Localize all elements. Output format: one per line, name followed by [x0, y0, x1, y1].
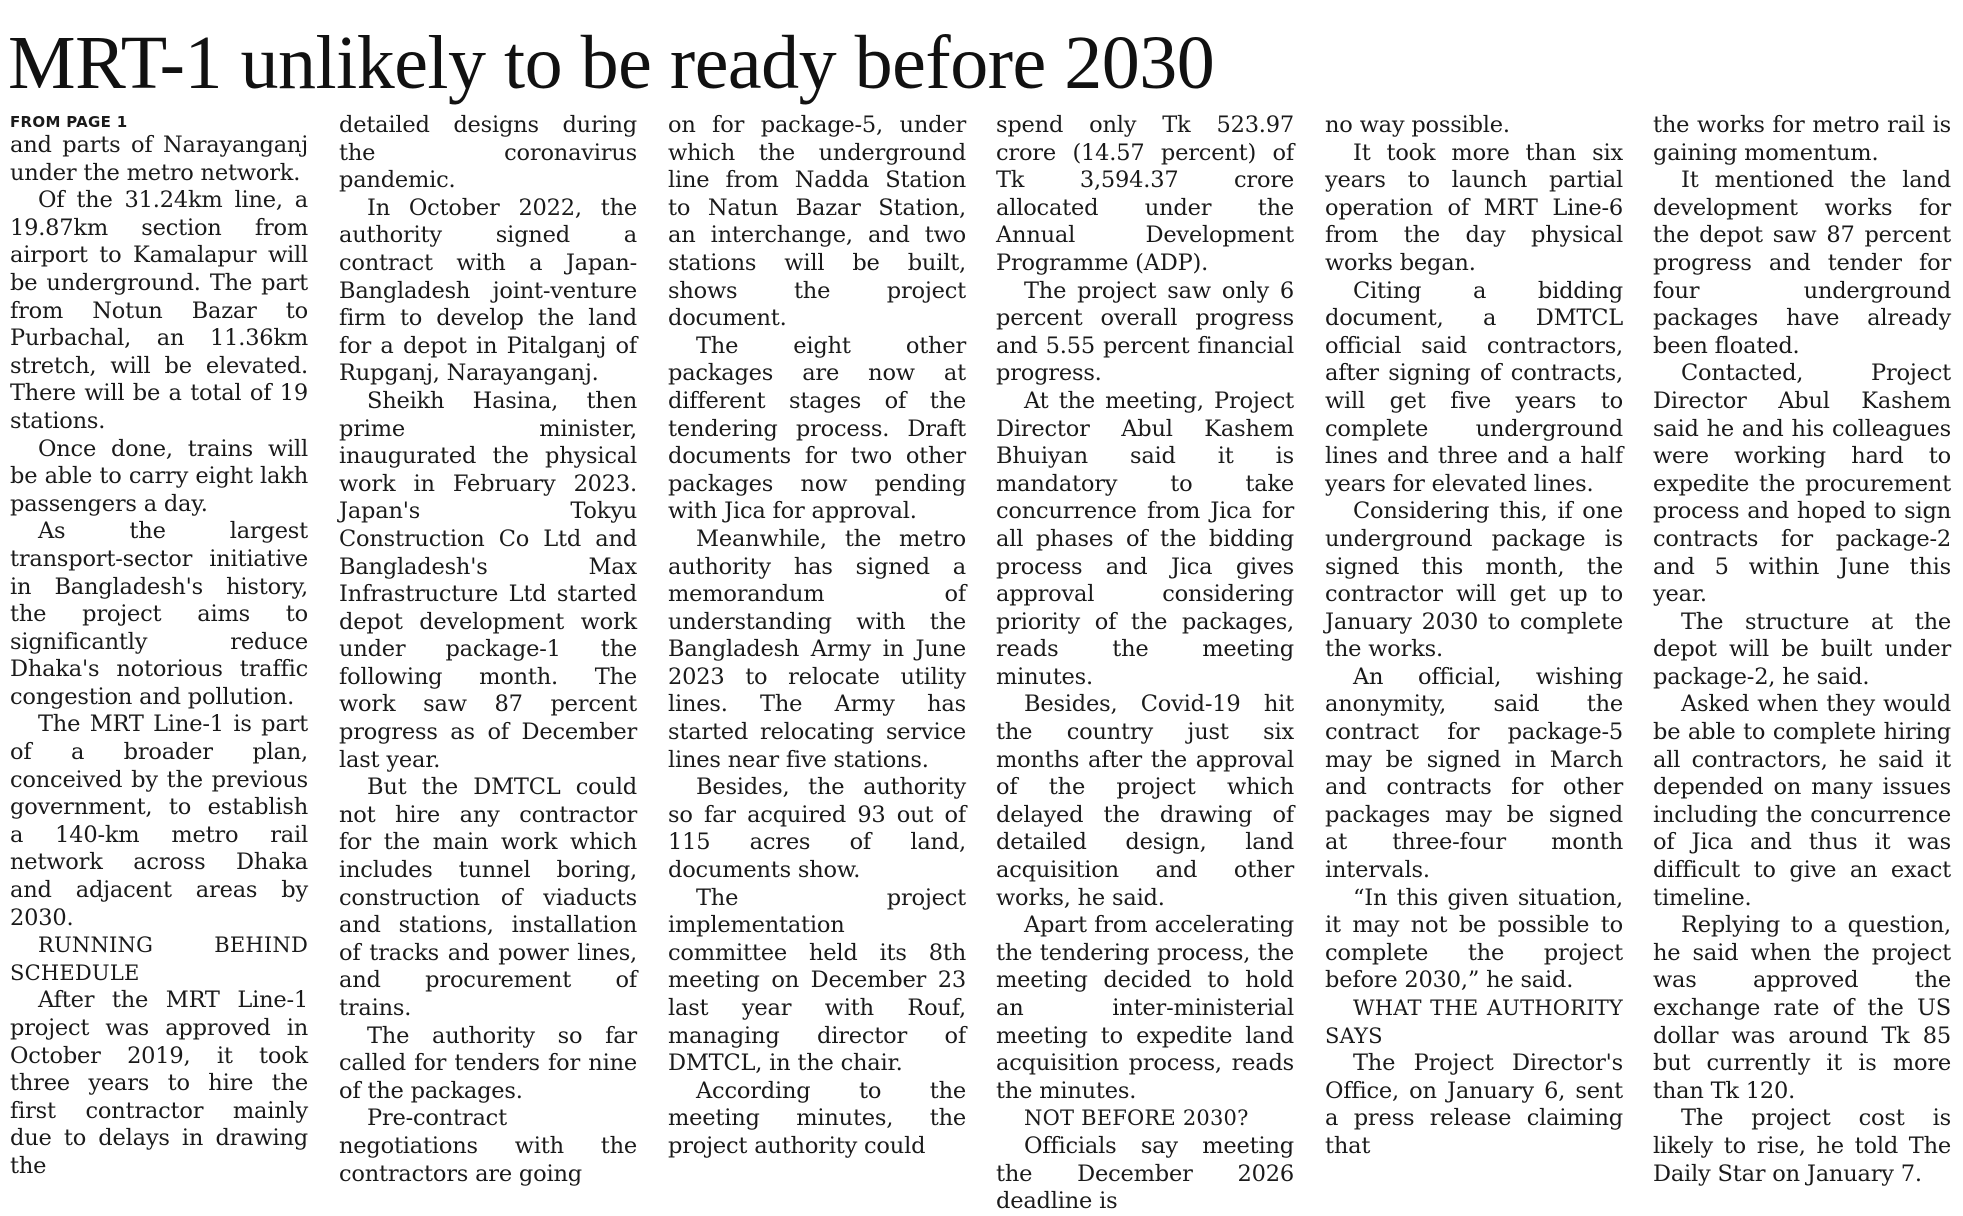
- paragraph: But the DMTCL could not hire any contractor for the main work which includes tunnel boring, construction of viaducts and stations, installation of tracks and power lines, and procurement of trains.: [339, 774, 637, 1021]
- article-column-6: [1653, 112, 1951, 1187]
- subheading: WHAT THE AUTHORITY SAYS: [1325, 996, 1623, 1048]
- subheading: NOT BEFORE 2030?: [1024, 1106, 1249, 1131]
- paragraph: no way possible.: [1325, 112, 1510, 138]
- paragraph: Replying to a question, he said when the project was approved the exchange rate of the US dollar was around Tk 85 but currently it is more than Tk 120.: [1653, 912, 1951, 1104]
- paragraph: “In this given situation, it may not be possible to complete the project before 2030,” he said.: [1325, 884, 1623, 994]
- paragraph: After the MRT Line-1 project was approved in October 2019, it took three years to hire the first contractor mainly due to delays in drawing the: [10, 987, 308, 1179]
- paragraph: Meanwhile, the metro authority has signed a memorandum of understanding with the Bangladesh Army in June 2023 to relocate utility lines. The Army has started relocating service lines near five stations.: [668, 525, 966, 773]
- paragraph: As the largest transport-sector initiative in Bangladesh's history, the project aims to significantly reduce Dhaka's notorious traffic congestion and pollution.: [10, 518, 308, 710]
- paragraph: Besides, Covid-19 hit the country just six months after the approval of the project which delayed the drawing of detailed design, land acquisition and other works, he said.: [996, 691, 1294, 911]
- paragraph: In October 2022, the authority signed a contract with a Japan-Bangladesh joint-venture firm to develop the land for a depot in Pitalganj of Rupganj, Narayanganj.: [339, 194, 637, 387]
- article-column-2: [339, 112, 637, 1187]
- paragraph: According to the meeting minutes, the project authority could: [668, 1077, 966, 1159]
- paragraph: and parts of Narayanganj under the metro network.: [10, 132, 308, 186]
- paragraph: on for package-5, under which the underground line from Nadda Station to Natun Bazar Station, an interchange, and two stations will be built, shows the project document.: [668, 112, 966, 332]
- continuation-kicker: FROM PAGE 1: [10, 113, 128, 131]
- paragraph: At the meeting, Project Director Abul Kashem Bhuiyan said it is mandatory to take concurrence from Jica for all phases of the bidding process and Jica gives approval considering priority of the packages, reads the meeting minutes.: [996, 387, 1294, 690]
- paragraph: The Project Director's Office, on January 6, sent a press release claiming that: [1325, 1050, 1623, 1159]
- paragraph: detailed designs during the coronavirus pandemic.: [339, 112, 637, 194]
- paragraph: The project cost is likely to rise, he told The Daily Star on January 7.: [1653, 1105, 1951, 1187]
- article-column-3: [668, 112, 966, 1159]
- paragraph: Contacted, Project Director Abul Kashem said he and his colleagues were working hard to expedite the procurement process and hoped to sign contracts for package-2 and 5 within June this year.: [1653, 360, 1951, 608]
- paragraph: The authority so far called for tenders for nine of the packages.: [339, 1022, 637, 1104]
- paragraph: Pre-contract negotiations with the contractors are going: [339, 1105, 637, 1187]
- paragraph: The MRT Line-1 is part of a broader plan, conceived by the previous government, to establish a 140-km metro rail network across Dhaka and adjacent areas by 2030.: [10, 711, 308, 931]
- subheading: RUNNING BEHIND SCHEDULE: [10, 933, 308, 985]
- paragraph: The project saw only 6 percent overall progress and 5.55 percent financial progress.: [996, 277, 1294, 387]
- paragraph: An official, wishing anonymity, said the contract for package-5 may be signed in March and contracts for other packages may be signed at three-four month intervals.: [1325, 663, 1623, 884]
- paragraph: The eight other packages are now at different stages of the tendering process. Draft documents for two other packages now pending with Jica for approval.: [668, 332, 966, 525]
- article-column-1: [10, 112, 308, 1179]
- paragraph: Citing a bidding document, a DMTCL official said contractors, after signing of contracts, will get five years to complete underground lines and three and a half years for elevated lines.: [1325, 277, 1623, 497]
- paragraph: It mentioned the land development works for the depot saw 87 percent progress and tender for four underground packages have already been floated.: [1653, 167, 1951, 359]
- paragraph: Considering this, if one underground package is signed this month, the contractor will get up to January 2030 to complete the works.: [1325, 498, 1623, 663]
- paragraph: Officials say meeting the December 2026 deadline is: [996, 1132, 1294, 1215]
- paragraph: the works for metro rail is gaining momentum.: [1653, 112, 1951, 166]
- paragraph: Apart from accelerating the tendering process, the meeting decided to hold an inter-ministerial meeting to expedite land acquisition process, reads the minutes.: [996, 912, 1294, 1104]
- headline: MRT-1 unlikely to be ready before 2030: [8, 21, 1215, 105]
- paragraph: The project implementation committee held its 8th meeting on December 23 last year with Rouf, managing director of DMTCL, in the chair.: [668, 884, 966, 1077]
- paragraph: Asked when they would be able to complete hiring all contractors, he said it depended on many issues including the concurrence of Jica and thus it was difficult to give an exact timeline.: [1653, 691, 1951, 911]
- paragraph: Sheikh Hasina, then prime minister, inaugurated the physical work in February 2023. Japan's Tokyu Construction Co Ltd and Bangladesh's Max Infrastructure Ltd started depot development work under package-1 the following month. The work saw 87 percent progress as of December last year.: [339, 387, 637, 773]
- paragraph: spend only Tk 523.97 crore (14.57 percent) of Tk 3,594.37 crore allocated under the Annual Development Programme (ADP).: [996, 112, 1294, 276]
- article-column-4: [996, 112, 1294, 1215]
- article-column-5: [1325, 112, 1623, 1159]
- paragraph: The structure at the depot will be built under package-2, he said.: [1653, 608, 1951, 690]
- article-body: [10, 112, 1955, 1215]
- paragraph: Once done, trains will be able to carry eight lakh passengers a day.: [10, 435, 308, 517]
- paragraph: Besides, the authority so far acquired 93 out of 115 acres of land, documents show.: [668, 774, 966, 884]
- paragraph: Of the 31.24km line, a 19.87km section from airport to Kamalapur will be underground. The part from Notun Bazar to Purbachal, an 11.36km stretch, will be elevated. There will be a total of 19 stations.: [10, 187, 308, 434]
- paragraph: It took more than six years to launch partial operation of MRT Line-6 from the day physical works began.: [1325, 139, 1623, 276]
